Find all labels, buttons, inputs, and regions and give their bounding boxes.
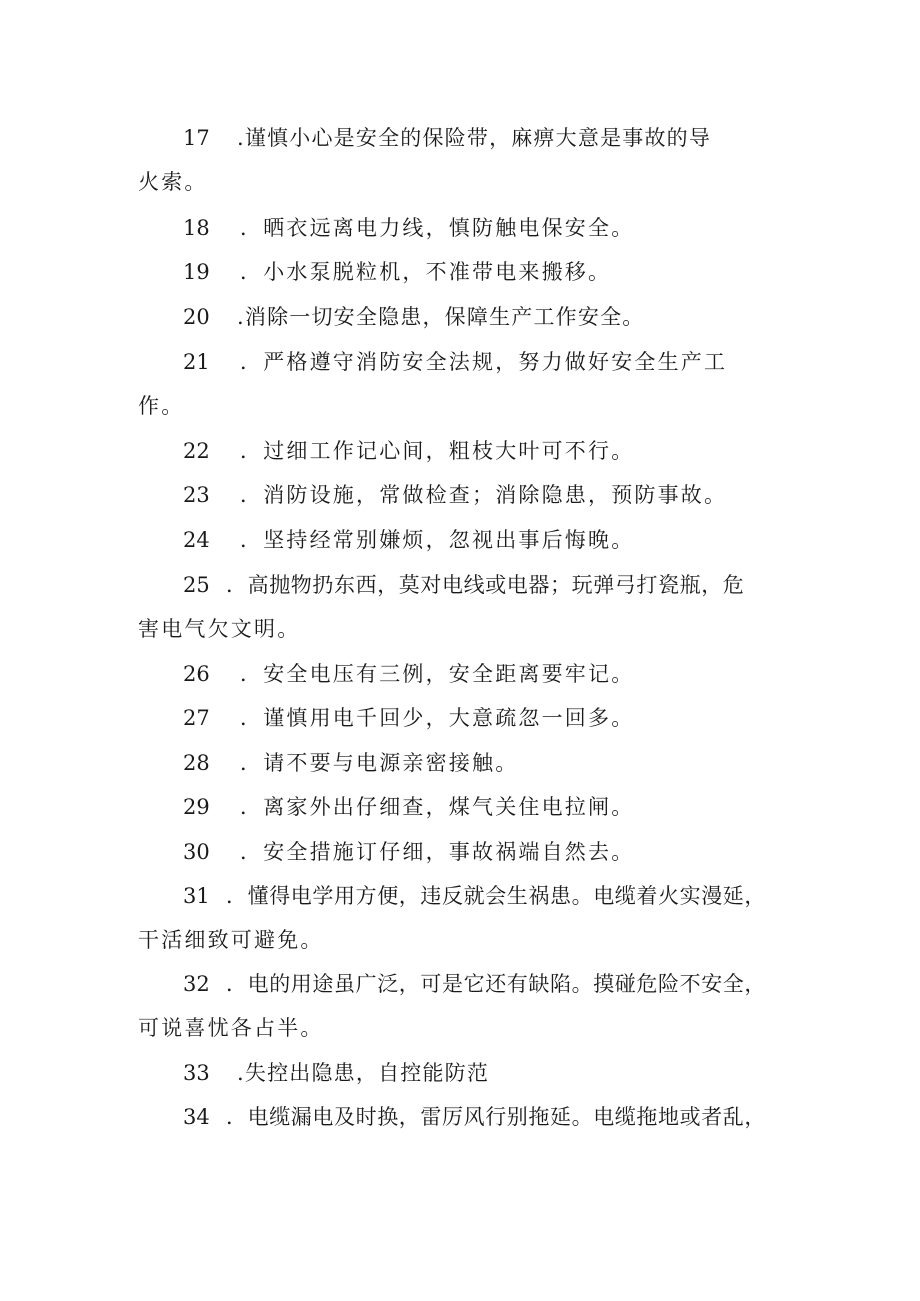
item-text: ．高抛物扔东西，莫对电线或电器；玩弹弓打瓷瓶，危 — [226, 573, 745, 597]
item-number: 31 — [183, 884, 210, 908]
item-text: .失控出隐患，自控能防范 — [237, 1061, 490, 1085]
item-number: 22 — [183, 439, 210, 463]
item-text: ．懂得电学用方便，违反就会生祸患。电缆着火实漫延， — [226, 884, 766, 908]
item-number: 28 — [183, 751, 210, 775]
item-text: ．电的用途虽广泛，可是它还有缺陷。摸碰危险不安全， — [226, 972, 766, 996]
item-text: ．严格遵守消防安全法规，努力做好安全生产工 — [240, 350, 728, 374]
item-text-continued: 可说喜忧各占半。 — [138, 1016, 324, 1040]
item-number: 27 — [183, 706, 210, 730]
item-number: 32 — [183, 972, 210, 996]
item-text-continued: 火索。 — [138, 170, 208, 194]
item-text-continued: 干活细致可避免。 — [138, 928, 324, 952]
item-text-continued: 害电气欠文明。 — [138, 617, 301, 641]
item-text: .谨慎小心是安全的保险带，麻痹大意是事故的导 — [237, 126, 712, 150]
item-number: 19 — [183, 260, 210, 284]
item-text: ．过细工作记心间，粗枝大叶可不行。 — [240, 439, 635, 463]
item-number: 33 — [183, 1061, 210, 1085]
item-text: ．请不要与电源亲密接触。 — [240, 751, 519, 775]
item-number: 24 — [183, 528, 210, 552]
item-text: ．安全电压有三例，安全距离要牢记。 — [240, 662, 635, 686]
item-number: 20 — [183, 305, 210, 329]
item-text: ．坚持经常别嫌烦，忽视出事后悔晚。 — [240, 528, 635, 552]
item-text: ．离家外出仔细查，煤气关住电拉闸。 — [240, 795, 635, 819]
item-number: 30 — [183, 840, 210, 864]
item-number: 34 — [183, 1105, 210, 1129]
item-text: ．小水泵脱粒机，不准带电来搬移。 — [240, 260, 612, 284]
item-number: 29 — [183, 795, 210, 819]
item-text: ．消防设施，常做检查；消除隐患，预防事故。 — [240, 483, 728, 507]
item-number: 18 — [183, 216, 210, 240]
item-number: 23 — [183, 483, 210, 507]
item-number: 25 — [183, 573, 210, 597]
item-number: 21 — [183, 350, 210, 374]
item-number: 26 — [183, 662, 210, 686]
item-text: .消除一切安全隐患，保障生产工作安全。 — [237, 305, 645, 329]
item-text: ．晒衣远离电力线，慎防触电保安全。 — [240, 216, 635, 240]
item-text-continued: 作。 — [138, 394, 185, 418]
item-number: 17 — [183, 126, 210, 150]
item-text: ．安全措施订仔细，事故祸端自然去。 — [240, 840, 635, 864]
item-text: ．电缆漏电及时换，雷厉风行别拖延。电缆拖地或者乱， — [226, 1105, 766, 1129]
item-text: ．谨慎用电千回少，大意疏忽一回多。 — [240, 706, 635, 730]
